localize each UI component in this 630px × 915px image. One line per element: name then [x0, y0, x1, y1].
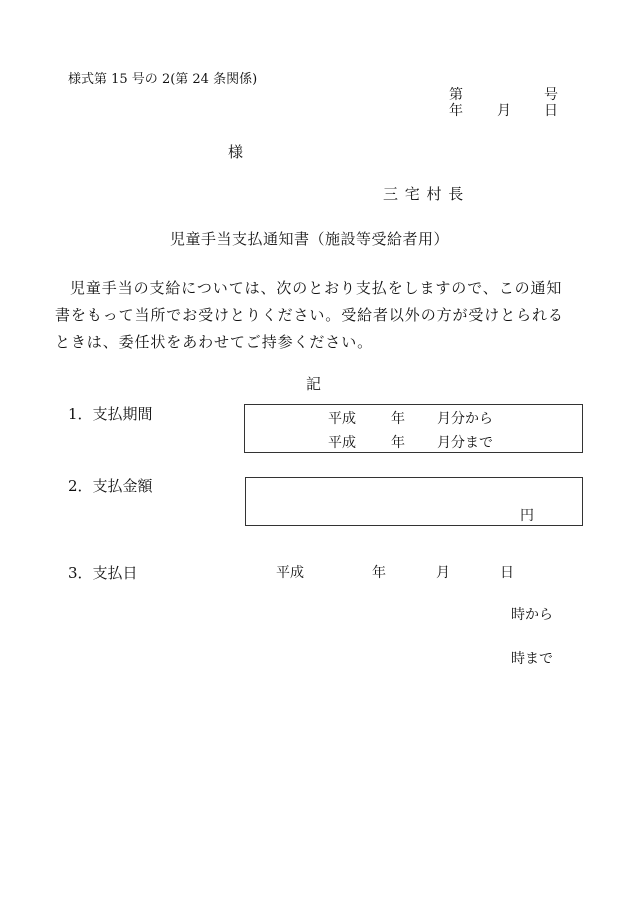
payment-period-box — [244, 404, 583, 453]
payment-amount-box — [245, 477, 583, 526]
payment-time-from: 時から — [511, 607, 553, 623]
date-month-label: 月 — [497, 103, 511, 119]
period-from-year: 年 — [391, 411, 405, 427]
date-day-label: 日 — [544, 103, 558, 119]
payment-date-year: 年 — [372, 565, 386, 581]
period-to-era: 平成 — [328, 435, 356, 451]
addressee-suffix: 様 — [228, 143, 244, 161]
period-to-year: 年 — [391, 435, 405, 451]
reference-gou: 号 — [544, 87, 558, 103]
issuer-name: 三 宅 村 長 — [383, 185, 465, 203]
payment-period-label: 1．支払期間 — [68, 405, 153, 423]
notice-paragraph: 児童手当の支給については、次のとおり支払をしますので、この通知書をもって当所でお受けとりください。受給者以外の方が受けとられるときは、委任状をあわせてご持参ください。 — [55, 279, 564, 351]
ki-heading: 記 — [306, 375, 322, 393]
form-number-label: 様式第 15 号の 2(第 24 条関係) — [68, 72, 258, 87]
payment-date-month: 月 — [436, 565, 450, 581]
payment-amount-label: 2．支払金額 — [68, 477, 153, 495]
reference-dai: 第 — [449, 87, 463, 103]
document-title: 児童手当支払通知書（施設等受給者用） — [170, 230, 450, 248]
payment-date-label: 3．支払日 — [68, 564, 138, 582]
date-year-label: 年 — [449, 103, 463, 119]
payment-time-to: 時まで — [511, 651, 553, 667]
payment-date-era: 平成 — [276, 565, 304, 581]
amount-unit-yen: 円 — [520, 508, 534, 524]
period-from-era: 平成 — [328, 411, 356, 427]
period-from-month: 月分から — [437, 411, 493, 427]
payment-date-day: 日 — [500, 565, 514, 581]
period-to-month: 月分まで — [437, 435, 493, 451]
